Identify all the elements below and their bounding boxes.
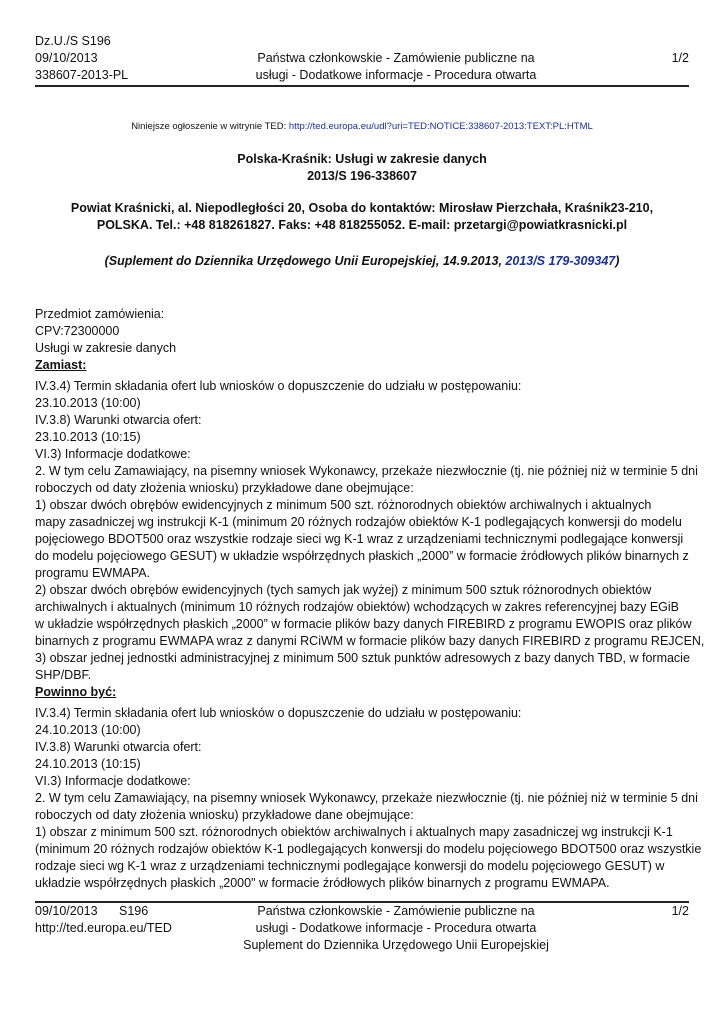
footer-category (180, 903, 612, 954)
instead-line: 23.10.2013 (10:00) (35, 396, 141, 410)
instead-line: binarnych z programu EWMAPA wraz z danymi RCiWM w formacie plików bazy danych FIREBIRD z programu REJCEN, (35, 634, 705, 648)
should-be-line: IV.3.4) Termin składania ofert lub wniosków o dopuszczenie do udziału w postępowaniu: (35, 706, 522, 720)
instead-line: do modelu pojęciowego GESUT) w układzie współrzędnych płaskich „2000” w formacie źródłowych plików binarnych z (35, 549, 689, 563)
supplement-text: (Suplement do Dziennika Urzędowego Unii Europejskiej, 14.9.2013, (104, 254, 506, 268)
notice-number: 2013/S 196-338607 (307, 169, 417, 183)
contact-line: POLSKA. Tel.: +48 818261827. Faks: +48 818255052. E-mail: przetargi@powiatkrasnicki.pl (96, 218, 628, 232)
should-be-line: roboczych od daty złożenia wniosku) przykładowe dane obejmujące: (35, 808, 414, 822)
subject-section (35, 306, 689, 357)
footer-publication: Suplement do Dziennika Urzędowego Unii Europejskiej (243, 938, 549, 952)
notice-title-line: Polska-Kraśnik: Usługi w zakresie danych (237, 152, 487, 166)
ted-notice-label: Niniejsze ogłoszenie w witrynie TED: (131, 121, 289, 132)
subject-line: Przedmiot zamówienia: (35, 307, 165, 321)
footer-page-number: 1/2 (671, 904, 689, 918)
instead-line: w układzie współrzędnych płaskich „2000” w formacie plików bazy danych FIREBIRD z programu EWOPIS oraz plików (35, 617, 692, 631)
should-be-heading: Powinno być: (35, 685, 117, 699)
footer-ted-link[interactable]: http://ted.europa.eu/TED (35, 921, 172, 935)
supplement-reference (35, 254, 689, 268)
footer-category-line: usługi - Dodatkowe informacje - Procedura otwarta (255, 921, 537, 935)
header-page-number: 1/2 (671, 51, 689, 65)
notice-body (35, 306, 705, 892)
instead-heading: Zamiast: (35, 358, 87, 372)
instead-line: SHP/DBF. (35, 668, 92, 682)
instead-line: roboczych od daty złożenia wniosku) przykładowe dane obejmujące: (35, 481, 414, 495)
instead-line: mapy zasadniczej wg instrukcji K-1 (minimum 20 różnych rodzajów obiektów K-1 podlegających konwersji do modelu (35, 515, 682, 529)
instead-line: 1) obszar dwóch obrębów ewidencyjnych z minimum 500 szt. różnorodnych obiektów archiwalnych i aktualnych (35, 498, 652, 512)
subject-line: Usługi w zakresie danych (35, 341, 177, 355)
header-divider (35, 85, 689, 87)
header-category-line: Państwa członkowskie - Zamówienie publiczne na (257, 51, 535, 65)
instead-line: 23.10.2013 (10:15) (35, 430, 141, 444)
header-reference (35, 33, 128, 84)
should-be-line: 24.10.2013 (10:00) (35, 723, 141, 737)
instead-line: programu EWMAPA. (35, 566, 151, 580)
should-be-line: 2. W tym celu Zamawiający, na pisemny wniosek Wykonawcy, przekaże niezwłocznie (tj. nie później niż w terminie 5 dni (35, 791, 698, 805)
footer-category-line: Państwa członkowskie - Zamówienie publiczne na (257, 904, 535, 918)
subject-line: CPV:72300000 (35, 324, 120, 338)
footer-date: 09/10/2013 (35, 904, 98, 918)
contracting-authority (35, 200, 689, 234)
header-category (180, 50, 612, 84)
should-be-line: układzie współrzędnych płaskich „2000" w formacie źródłowych plików binarnych z programu EWMAPA. (35, 876, 610, 890)
contact-line: Powiat Kraśnicki, al. Niepodległości 20, Osoba do kontaktów: Mirosław Pierzchała, Kraśnik23-210, (70, 201, 654, 215)
should-be-section (35, 705, 702, 892)
header-notice-number: 338607-2013-PL (35, 68, 129, 82)
notice-title (35, 151, 689, 185)
should-be-line: 1) obszar z minimum 500 szt. różnorodnych obiektów archiwalnych i aktualnych mapy zasadniczej wg instrukcji K-1 (35, 825, 673, 839)
header-journal: Dz.U./S S196 (35, 34, 111, 48)
instead-line: 2) obszar dwóch obrębów ewidencyjnych (tych samych jak wyżej) z minimum 500 sztuk różnorodnych obiektów (35, 583, 652, 597)
instead-line: IV.3.4) Termin składania ofert lub wniosków o dopuszczenie do udziału w postępowaniu: (35, 379, 522, 393)
should-be-line: rodzaje sieci wg K-1 wraz z urządzeniami technicznymi podlegające konwersji do modelu pojęciowego GESUT) w (35, 859, 665, 873)
instead-line: VI.3) Informacje dodatkowe: (35, 447, 191, 461)
supplement-ref-link[interactable]: 2013/S 179-309347 (505, 254, 616, 268)
header-date: 09/10/2013 (35, 51, 98, 65)
should-be-line: (minimum 20 różnych rodzajów obiektów K-1 podlegających konwersji do modelu pojęciowego BDOT500 oraz wszystkie (35, 842, 702, 856)
should-be-line: IV.3.8) Warunki otwarcia ofert: (35, 740, 202, 754)
should-be-line: 24.10.2013 (10:15) (35, 757, 141, 771)
instead-section (35, 378, 705, 684)
instead-line: 2. W tym celu Zamawiający, na pisemny wniosek Wykonawcy, przekaże niezwłocznie (tj. nie później niż w terminie 5 dni (35, 464, 698, 478)
supplement-suffix: ) (615, 254, 620, 268)
instead-line: pojęciowego BDOT500 oraz wszystkie rodzaje sieci wg K-1 wraz z urządzeniami technicznymi podlegające konwersji (35, 532, 684, 546)
instead-line: IV.3.8) Warunki otwarcia ofert: (35, 413, 202, 427)
header-category-line: usługi - Dodatkowe informacje - Procedura otwarta (255, 68, 537, 82)
ted-notice (35, 121, 689, 132)
footer-issue: S196 (119, 904, 149, 918)
should-be-line: VI.3) Informacje dodatkowe: (35, 774, 191, 788)
instead-line: archiwalnych i aktualnych (minimum 10 różnych rodzajów obiektów) wchodzących w zakres referencyjnej bazy EGiB (35, 600, 680, 614)
ted-notice-link[interactable]: http://ted.europa.eu/udl?uri=TED:NOTICE:338607-2013:TEXT:PL:HTML (288, 121, 593, 132)
instead-line: 3) obszar jednej jednostki administracyjnej z minimum 500 sztuk punktów adresowych z bazy danych TBD, w formacie (35, 651, 690, 665)
